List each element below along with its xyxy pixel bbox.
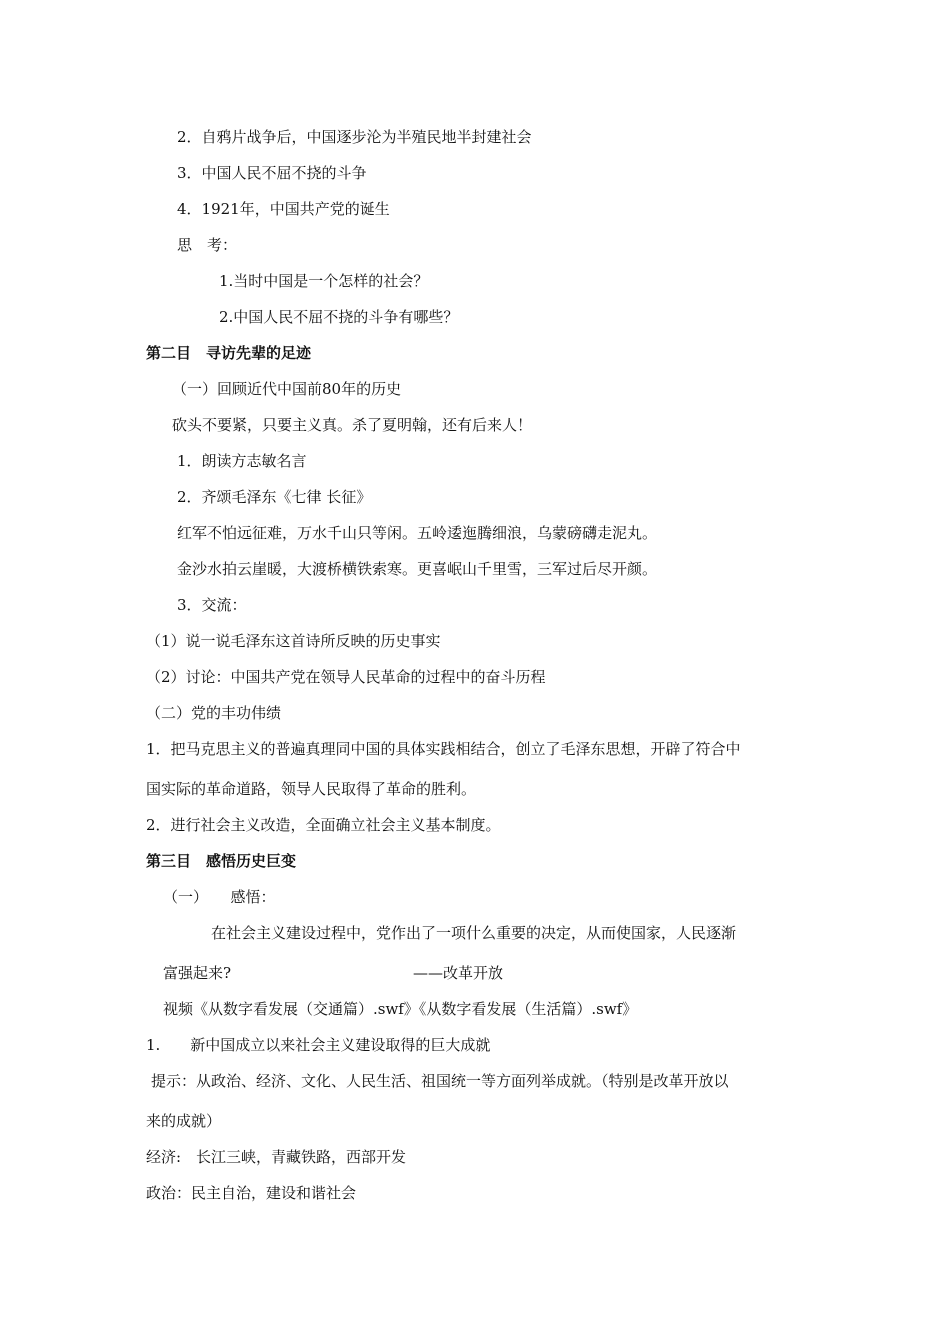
text-line: 经济: 长江三峡，青藏铁路，西部开发	[146, 1148, 407, 1166]
text-line: （1）说一说毛泽东这首诗所反映的历史事实	[146, 632, 441, 650]
text-line: （一） 感悟：	[163, 888, 276, 906]
text-line: 3．中国人民不屈不挠的斗争	[177, 164, 367, 182]
text-line: （2）讨论：中国共产党在领导人民革命的过程中的奋斗历程	[146, 668, 546, 686]
text-line: 1．朗读方志敏名言	[177, 452, 307, 470]
text-line: 4．1921年，中国共产党的诞生	[177, 200, 390, 218]
text-line: 3．交流：	[177, 596, 247, 614]
text-line: 富强起来?	[163, 964, 232, 982]
section-heading: 第二目 寻访先辈的足迹	[146, 344, 312, 362]
text-line: 1. 新中国成立以来社会主义建设取得的巨大成就	[146, 1036, 491, 1054]
text-line: 2.中国人民不屈不挠的斗争有哪些？	[219, 308, 459, 326]
poem-line: 红军不怕远征难，万水千山只等闲。五岭逶迤腾细浪，乌蒙磅礴走泥丸。	[177, 524, 658, 542]
text-line: 思 考：	[177, 236, 238, 254]
text-line: （二）党的丰功伟绩	[146, 704, 282, 722]
text-line: ——改革开放	[413, 964, 504, 982]
text-line: 视频《从数字看发展（交通篇）.swf》《从数字看发展（生活篇）.swf》	[163, 1000, 638, 1018]
text-line: 提示：从政治、经济、文化、人民生活、祖国统一等方面列举成就。（特别是改革开放以	[151, 1072, 729, 1090]
text-line: 2．进行社会主义改造，全面确立社会主义基本制度。	[146, 816, 501, 834]
section-heading: 第三目 感悟历史巨变	[146, 852, 297, 870]
text-line: 来的成就）	[146, 1112, 222, 1130]
text-line: 在社会主义建设过程中，党作出了一项什么重要的决定，从而使国家，人民逐渐	[211, 924, 737, 942]
text-line: 1.当时中国是一个怎样的社会？	[219, 272, 429, 290]
text-line: 政治：民主自治，建设和谐社会	[146, 1184, 357, 1202]
text-line: 2．齐颂毛泽东《七律 长征》	[177, 488, 372, 506]
poem-line: 金沙水拍云崖暖，大渡桥横铁索寒。更喜岷山千里雪，三军过后尽开颜。	[177, 560, 658, 578]
text-line: 1．把马克思主义的普遍真理同中国的具体实践相结合，创立了毛泽东思想，开辟了符合中	[146, 740, 741, 758]
text-line: 2．自鸦片战争后，中国逐步沦为半殖民地半封建社会	[177, 128, 532, 146]
text-line: 砍头不要紧，只要主义真。杀了夏明翰，还有后来人！	[172, 416, 533, 434]
text-line: （一）回顾近代中国前80年的历史	[172, 380, 402, 398]
text-line: 国实际的革命道路，领导人民取得了革命的胜利。	[146, 780, 477, 798]
